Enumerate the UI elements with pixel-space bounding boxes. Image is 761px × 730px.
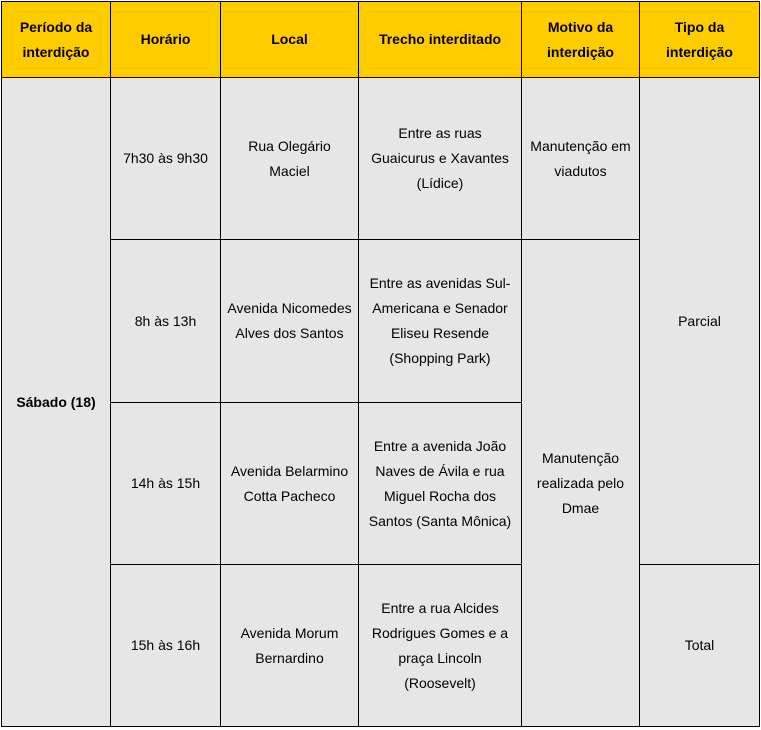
type-cell-total: Total <box>640 565 760 727</box>
header-reason: Motivo da interdição <box>522 2 640 78</box>
header-place: Local <box>221 2 359 78</box>
header-stretch: Trecho interditado <box>359 2 522 78</box>
reason-cell: Manutenção em viadutos <box>522 78 640 240</box>
place-cell: Avenida Nicomedes Alves dos Santos <box>221 240 359 403</box>
header-period: Período da interdição <box>2 2 111 78</box>
stretch-cell: Entre a rua Alcides Rodrigues Gomes e a praça Lincoln (Roosevelt) <box>359 565 522 727</box>
table-row <box>2 565 760 727</box>
time-cell: 7h30 às 9h30 <box>111 78 221 240</box>
period-cell: Sábado (18) <box>2 78 111 727</box>
time-cell: 14h às 15h <box>111 403 221 565</box>
place-cell: Rua Olegário Maciel <box>221 78 359 240</box>
place-cell: Avenida Morum Bernardino <box>221 565 359 727</box>
place-cell: Avenida Belarmino Cotta Pacheco <box>221 403 359 565</box>
table-header-row <box>2 2 760 78</box>
time-cell: 15h às 16h <box>111 565 221 727</box>
header-type: Tipo da interdição <box>640 2 760 78</box>
table-row <box>2 78 760 240</box>
reason-cell: Manutenção realizada pelo Dmae <box>522 240 640 727</box>
header-time: Horário <box>111 2 221 78</box>
stretch-cell: Entre a avenida João Naves de Ávila e rua Miguel Rocha dos Santos (Santa Mônica) <box>359 403 522 565</box>
stretch-cell: Entre as avenidas Sul-Americana e Senador Eliseu Resende (Shopping Park) <box>359 240 522 403</box>
stretch-cell: Entre as ruas Guaicurus e Xavantes (Lídice) <box>359 78 522 240</box>
time-cell: 8h às 13h <box>111 240 221 403</box>
type-cell-partial: Parcial <box>640 78 760 565</box>
road-closure-table <box>1 1 760 727</box>
